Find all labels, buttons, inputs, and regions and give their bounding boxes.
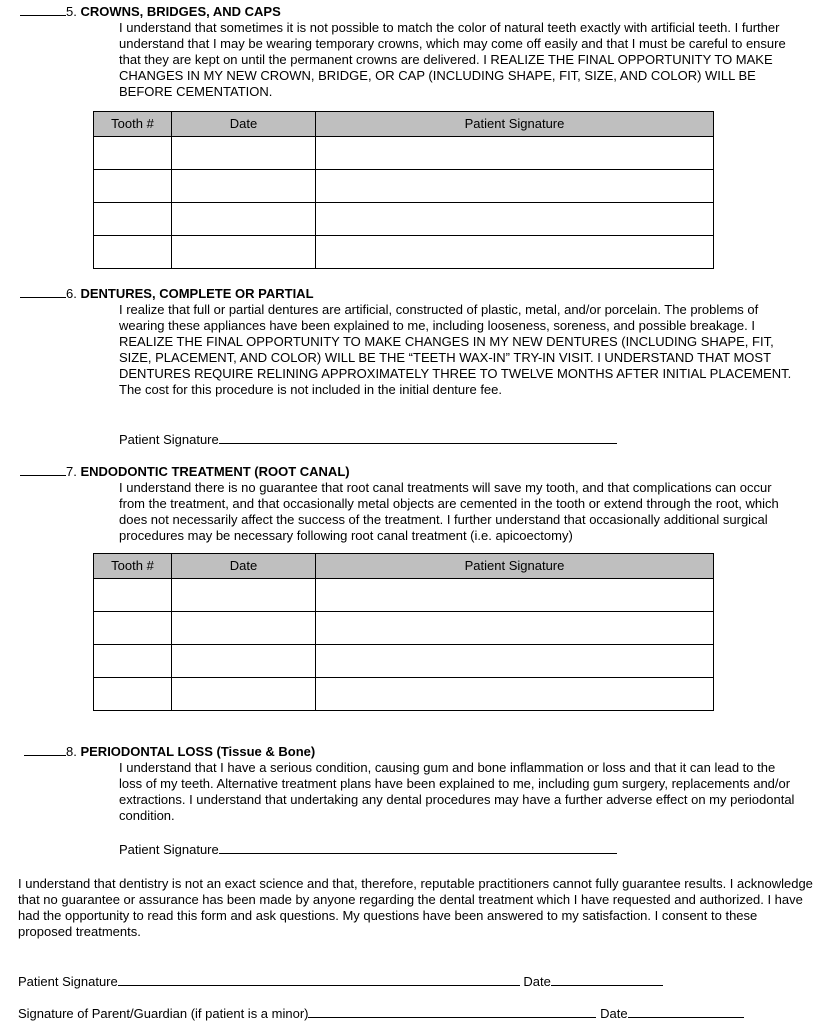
table-row (94, 236, 714, 269)
initials-blank-8[interactable] (24, 743, 66, 756)
tooth-header: Tooth # (94, 112, 172, 137)
section-7-body: I understand there is no guarantee that root canal treatments will save my tooth, and that complications can occur from the treatment, and that occasionally metal objects are cemented in the tooth or extend through the root, which does not necessarily affect the success of the treatment. I further understand that occasionally additional surgical procedures may be necessary following root canal treatment (i.e. apicoectomy) (119, 480, 779, 543)
section-5-number: 5. (66, 4, 77, 19)
initials-blank-6[interactable] (20, 285, 66, 298)
table-row (94, 645, 714, 678)
guardian-date-label: Date (600, 1006, 628, 1021)
guardian-date-line[interactable] (628, 1004, 744, 1018)
signature-cell[interactable] (316, 612, 714, 645)
signature-cell[interactable] (316, 137, 714, 170)
date-cell[interactable] (172, 137, 316, 170)
table-row (94, 203, 714, 236)
table-row (94, 137, 714, 170)
date-cell[interactable] (172, 612, 316, 645)
patient-signature-label: Patient Signature (18, 974, 118, 989)
tooth-cell[interactable] (94, 236, 172, 269)
section-5-body: I understand that sometimes it is not possible to match the color of natural teeth exactly with artificial teeth. I further understand that I may be wearing temporary crowns, which may come off easily and that I must be careful to ensure that they are kept on until the permanent crowns are delivered. I REALIZE THE FINAL OPPORTUNITY TO MAKE CHANGES IN MY NEW CROWN, BRIDGE, OR CAP (INCLUDING SHAPE, FIT, SIZE, AND COLOR) WILL BE BEFORE CEMENTATION. (119, 20, 786, 99)
guardian-signature-line[interactable] (308, 1004, 596, 1018)
tooth-cell[interactable] (94, 579, 172, 612)
section-7-title: ENDODONTIC TREATMENT (ROOT CANAL) (80, 464, 350, 479)
date-header: Date (172, 112, 316, 137)
patient-signature-line[interactable] (118, 972, 520, 986)
tooth-header: Tooth # (94, 554, 172, 579)
section-6-body: I realize that full or partial dentures are artificial, constructed of plastic, metal, and/or porcelain. The problems of wearing these appliances have been explained to me, including looseness, soreness, and possible breakage. I REALIZE THE FINAL OPPORTUNITY TO MAKE CHANGES IN MY NEW DENTURES (INCLUDING SHAPE, FIT, SIZE, PLACEMENT, AND COLOR) WILL BE THE “TEETH WAX-IN” TRY-IN VISIT. I UNDERSTAND THAT MOST DENTURES REQUIRE RELINING APPROXIMATELY THREE TO TWELVE MONTHS AFTER INITIAL PLACEMENT. The cost for this procedure is not included in the initial denture fee. (119, 302, 792, 397)
date-cell[interactable] (172, 579, 316, 612)
section-8-heading (24, 743, 315, 760)
date-header: Date (172, 554, 316, 579)
date-cell[interactable] (172, 170, 316, 203)
section-8-title: PERIODONTAL LOSS (Tissue & Bone) (80, 744, 316, 759)
section-8-signature (119, 840, 617, 858)
signature-cell[interactable] (316, 170, 714, 203)
date-label: Date (523, 974, 551, 989)
signature-cell[interactable] (316, 236, 714, 269)
table-row (94, 170, 714, 203)
section-5-heading (20, 3, 281, 20)
date-cell[interactable] (172, 645, 316, 678)
guardian-signature-label: Signature of Parent/Guardian (if patient is a minor) (18, 1006, 309, 1021)
initials-blank-7[interactable] (20, 463, 66, 476)
signature-cell[interactable] (316, 579, 714, 612)
section-7-heading (20, 463, 350, 480)
section-6-number: 6. (66, 286, 77, 301)
patient-signature-row (18, 972, 663, 990)
section-5-title: CROWNS, BRIDGES, AND CAPS (80, 4, 281, 19)
date-line[interactable] (551, 972, 663, 986)
section-8-signature-line[interactable] (219, 840, 617, 854)
section-6-title: DENTURES, COMPLETE OR PARTIAL (80, 286, 314, 301)
signature-cell[interactable] (316, 678, 714, 711)
section-8-body: I understand that I have a serious condition, causing gum and bone inflammation or loss and that it can lead to the loss of my teeth. Alternative treatment plans have been explained to me, including gum surgery, replacements and/or extractions. I understand that undertaking any dental procedures may have a further adverse effect on my periodontal condition. (119, 760, 795, 823)
table-row (94, 579, 714, 612)
date-cell[interactable] (172, 203, 316, 236)
section-8-number: 8. (66, 744, 77, 759)
section-6-signature-line[interactable] (219, 430, 617, 444)
section-6-signature (119, 430, 617, 448)
signature-cell[interactable] (316, 645, 714, 678)
signature-header: Patient Signature (316, 554, 714, 579)
section-5-table (93, 111, 714, 269)
tooth-cell[interactable] (94, 170, 172, 203)
section-7-table (93, 553, 714, 711)
section-6-signature-label: Patient Signature (119, 432, 219, 447)
guardian-signature-row (18, 1004, 744, 1022)
tooth-cell[interactable] (94, 678, 172, 711)
date-cell[interactable] (172, 236, 316, 269)
table-row (94, 612, 714, 645)
consent-statement: I understand that dentistry is not an exact science and that, therefore, reputable practitioners cannot fully guarantee results. I acknowledge that no guarantee or assurance has been made by anyone regarding the dental treatment which I have requested and authorized. I have had the opportunity to read this form and ask questions. My questions have been answered to my satisfaction. I consent to these proposed treatments. (18, 876, 813, 939)
date-cell[interactable] (172, 678, 316, 711)
section-7-number: 7. (66, 464, 77, 479)
section-8-signature-label: Patient Signature (119, 842, 219, 857)
initials-blank-5[interactable] (20, 3, 66, 16)
tooth-cell[interactable] (94, 203, 172, 236)
signature-cell[interactable] (316, 203, 714, 236)
table-row (94, 678, 714, 711)
section-6-heading (20, 285, 314, 302)
tooth-cell[interactable] (94, 645, 172, 678)
tooth-cell[interactable] (94, 612, 172, 645)
signature-header: Patient Signature (316, 112, 714, 137)
tooth-cell[interactable] (94, 137, 172, 170)
